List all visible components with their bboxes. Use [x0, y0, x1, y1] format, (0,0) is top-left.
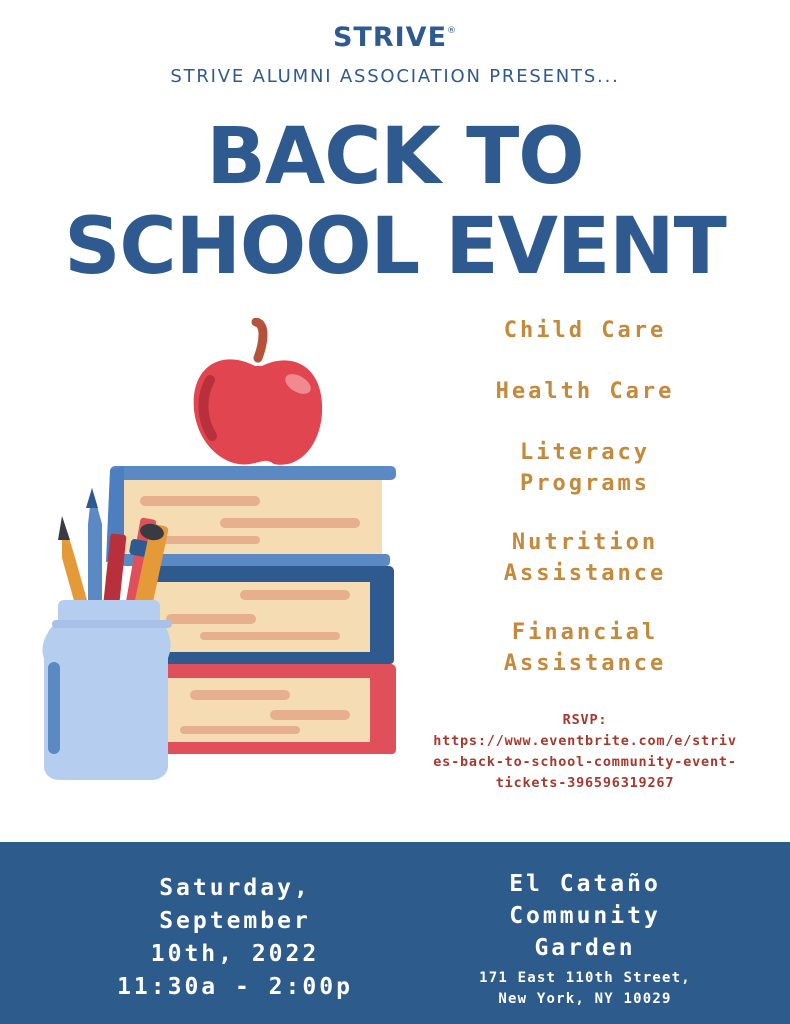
- event-time: 11:30a - 2:00p: [117, 974, 353, 1000]
- date-line-3: 10th, 2022: [150, 941, 320, 967]
- presents-subtitle: STRIVE ALUMNI ASSOCIATION PRESENTS...: [170, 66, 620, 87]
- title-line-2: SCHOOL EVENT: [64, 202, 726, 292]
- venue-line-3: Garden: [534, 935, 636, 961]
- title-line-1: BACK TO: [206, 112, 584, 202]
- service-nutrition-assistance: Nutrition Assistance: [503, 530, 667, 586]
- event-title: [0, 112, 790, 292]
- school-illustration: [40, 318, 410, 788]
- service-child-care: Child Care: [503, 318, 667, 343]
- rsvp-link[interactable]: https://www.eventbrite.com/e/strives-back-to-school-community-event-tickets-396596319267: [433, 733, 737, 791]
- date-line-2: September: [159, 908, 311, 934]
- strive-logo: [0, 22, 790, 53]
- date-line-1: Saturday,: [159, 875, 311, 901]
- rsvp-section: [430, 710, 740, 794]
- apple-icon: [194, 322, 322, 465]
- pencil-cup-icon: [42, 488, 172, 780]
- service-health-care: Health Care: [495, 379, 675, 404]
- venue-line-2: Community: [509, 903, 661, 929]
- service-literacy-programs: Literacy Programs: [520, 440, 650, 496]
- service-financial-assistance: Financial Assistance: [503, 620, 667, 676]
- logo-text: STRIVE: [332, 22, 448, 53]
- event-details-banner: [0, 842, 790, 1024]
- venue-line-1: El Cataño: [509, 871, 661, 897]
- rsvp-label: RSVP:: [562, 712, 608, 728]
- event-venue: [435, 868, 735, 1010]
- registered-mark: ®: [447, 26, 458, 36]
- address-line-2: New York, NY 10029: [498, 991, 672, 1007]
- event-date-time: [80, 872, 390, 1004]
- services-list: [440, 315, 730, 687]
- address-line-1: 171 East 110th Street,: [479, 970, 691, 986]
